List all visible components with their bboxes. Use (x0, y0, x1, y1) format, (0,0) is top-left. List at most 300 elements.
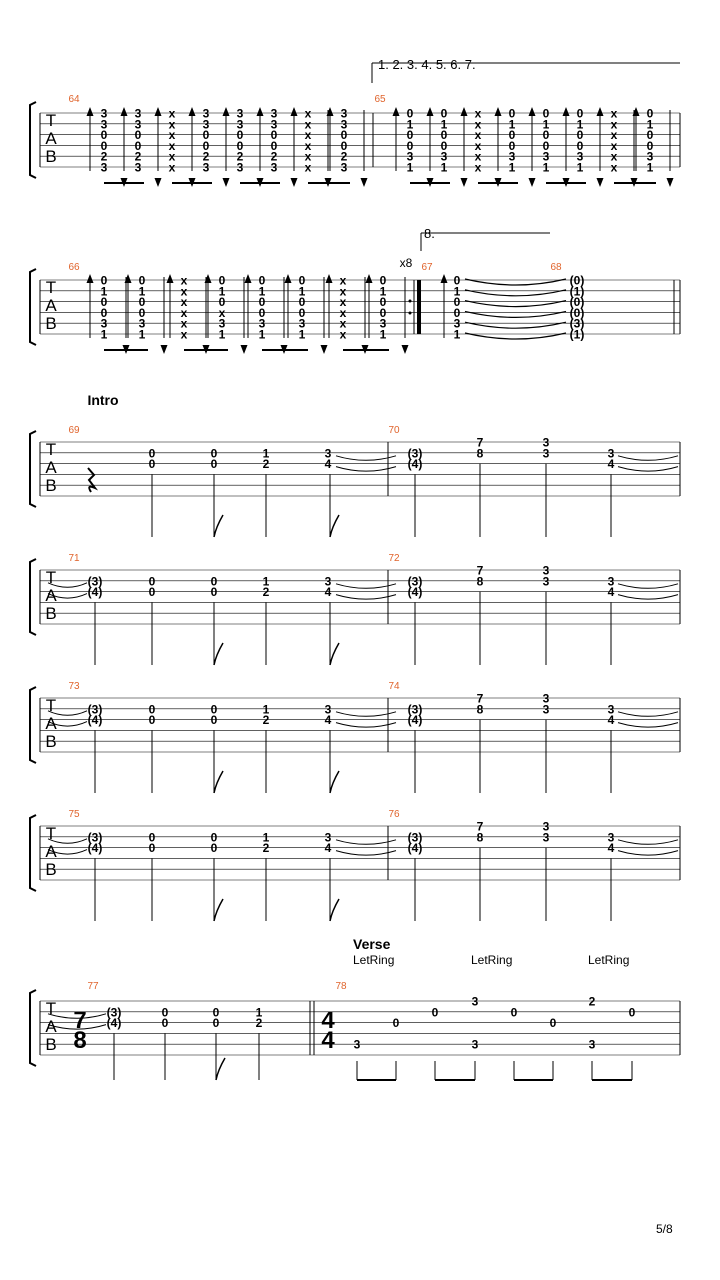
strum-chord-fret: 1 (379, 284, 387, 299)
fret-number: 0 (148, 574, 156, 589)
measure-number-m72: 72 (388, 553, 400, 564)
strum-up-arrow (87, 107, 94, 116)
measure-number-m76: 76 (388, 809, 400, 820)
tied-fret: (4) (407, 585, 423, 600)
strum-chord-fret: 3 (236, 106, 244, 121)
tab-letter-t: T (45, 824, 57, 843)
fret-number: 3 (607, 574, 615, 589)
tied-fret: (3) (87, 830, 103, 845)
strum-chord-fret: 2 (340, 149, 348, 164)
strum-chord-fret: x (304, 106, 312, 121)
whole-chord-fret: 1 (453, 284, 461, 299)
verse-fret: 0 (549, 1016, 557, 1031)
fret-number: 1 (255, 1005, 263, 1020)
strum-chord-fret: x (168, 106, 176, 121)
strum-chord-fret: x (339, 305, 347, 320)
fret-number: 0 (148, 585, 156, 600)
strum-chord-fret: 0 (258, 273, 266, 288)
strum-chord-fret: 0 (379, 295, 387, 310)
strum-down-arrow (161, 345, 168, 354)
strum-chord-fret: 0 (134, 128, 142, 143)
strum-chord-fret: x (218, 305, 226, 320)
note-flag (214, 771, 223, 793)
strum-chord-fret: 3 (576, 149, 584, 164)
tab-letter-t: T (45, 440, 57, 459)
strum-chord-fret: 0 (406, 128, 414, 143)
strum-chord-fret: 0 (138, 273, 146, 288)
strum-chord-fret: 3 (258, 316, 266, 331)
fret-number: 4 (607, 585, 615, 600)
measure-number-78: 78 (335, 981, 347, 992)
strum-chord-fret: 1 (258, 327, 266, 342)
strum-chord-fret: 0 (379, 273, 387, 288)
tie-out (618, 851, 678, 856)
fret-number: 0 (210, 702, 218, 717)
verse-fret: 0 (628, 1005, 636, 1020)
strum-down-arrow (402, 345, 409, 354)
fret-number: 0 (210, 841, 218, 856)
strum-chord-fret: x (180, 295, 188, 310)
section-verse-label: Verse (353, 936, 391, 952)
strum-chord-fret: x (610, 106, 618, 121)
strum-chord-fret: 2 (236, 149, 244, 164)
tied-fret: (3) (407, 574, 423, 589)
tie-out (618, 840, 678, 845)
fret-number: 8 (476, 830, 484, 845)
strum-chord-fret: x (339, 327, 347, 342)
tied-fret: (3) (106, 1005, 122, 1020)
strum-chord-fret: 0 (202, 138, 210, 153)
strum-up-arrow (441, 274, 448, 283)
quarter-rest (88, 468, 95, 492)
fret-number: 3 (542, 435, 550, 450)
tab-letter-t: T (45, 696, 57, 715)
time-signature-bottom: 4 (321, 1027, 335, 1054)
strum-chord-fret: 1 (440, 117, 448, 132)
tied-fret: (4) (407, 713, 423, 728)
fret-number: 2 (262, 713, 270, 728)
tie-across-bar (336, 584, 396, 589)
strum-chord-fret: 2 (134, 149, 142, 164)
strum-chord-fret: 3 (202, 106, 210, 121)
fret-number: 3 (607, 446, 615, 461)
strum-chord-fret: 0 (270, 138, 278, 153)
fret-number: 0 (161, 1005, 169, 1020)
strum-chord-fret: 0 (508, 128, 516, 143)
fret-number: 4 (607, 713, 615, 728)
strum-chord-fret: 3 (340, 117, 348, 132)
tied-fret: (3) (87, 702, 103, 717)
measure-number-77: 77 (87, 981, 99, 992)
strum-up-arrow (285, 274, 292, 283)
whole-chord-fret: 0 (453, 273, 461, 288)
fret-number: 3 (324, 830, 332, 845)
fret-number: 0 (161, 1016, 169, 1031)
tied-chord-fret: (1) (569, 327, 585, 342)
strum-chord-fret: x (304, 149, 312, 164)
strum-chord-fret: x (339, 273, 347, 288)
strum-chord-fret: x (168, 149, 176, 164)
whole-chord-fret: 0 (453, 295, 461, 310)
strum-up-arrow (597, 107, 604, 116)
tab-letter-b: B (45, 732, 57, 751)
let-ring-label: LetRing (588, 953, 630, 967)
strum-up-arrow (366, 274, 373, 283)
whole-chord-fret: 1 (453, 327, 461, 342)
tied-chord-fret: (3) (569, 316, 585, 331)
strum-chord-fret: 3 (270, 117, 278, 132)
strum-chord-fret: x (474, 138, 482, 153)
tab-letter-t: T (45, 568, 57, 587)
fret-number: 3 (324, 446, 332, 461)
strum-down-arrow (223, 178, 230, 187)
repeat-dot (409, 300, 412, 303)
strum-chord-fret: 2 (100, 149, 108, 164)
strum-down-arrow (361, 178, 368, 187)
measure-number-m74: 74 (388, 681, 400, 692)
fret-number: 1 (262, 574, 270, 589)
verse-fret: 0 (510, 1005, 518, 1020)
fret-number: 7 (476, 819, 484, 834)
note-flag (216, 1058, 225, 1080)
strum-chord-fret: 0 (576, 106, 584, 121)
strum-chord-fret: x (474, 106, 482, 121)
strum-chord-fret: 3 (508, 149, 516, 164)
tied-fret: (4) (407, 841, 423, 856)
strum-chord-fret: 2 (270, 149, 278, 164)
strum-chord-fret: 3 (270, 160, 278, 175)
fret-number: 2 (255, 1016, 263, 1031)
tie-out (618, 723, 678, 728)
strum-up-arrow (326, 274, 333, 283)
strum-up-arrow (189, 107, 196, 116)
fret-number: 3 (324, 702, 332, 717)
tie-out (618, 712, 678, 717)
tie-out (618, 584, 678, 589)
strum-chord-fret: 1 (440, 160, 448, 175)
strum-chord-fret: 1 (406, 160, 414, 175)
time-signature-top: 4 (321, 1007, 335, 1034)
tied-fret: (3) (407, 446, 423, 461)
tab-letter-b: B (45, 476, 57, 495)
tie-across-bar (336, 851, 396, 856)
measure-number-m71: 71 (68, 553, 80, 564)
fret-number: 4 (607, 841, 615, 856)
measure-number-m69: 69 (68, 425, 80, 436)
verse-fret: 2 (588, 994, 596, 1009)
strum-chord-fret: 0 (646, 138, 654, 153)
strum-chord-fret: 0 (258, 295, 266, 310)
tied-chord-fret: (1) (569, 284, 585, 299)
fret-number: 2 (262, 841, 270, 856)
strum-chord-fret: 3 (134, 160, 142, 175)
tie-across-bar (336, 840, 396, 845)
strum-chord-fret: 0 (134, 138, 142, 153)
strum-chord-fret: 1 (138, 284, 146, 299)
strum-up-arrow (461, 107, 468, 116)
strum-chord-fret: 0 (340, 138, 348, 153)
strum-chord-fret: x (474, 149, 482, 164)
strum-chord-fret: 0 (646, 106, 654, 121)
strum-chord-fret: x (610, 138, 618, 153)
note-flag (214, 515, 223, 537)
fret-number: 2 (262, 585, 270, 600)
strum-chord-fret: x (339, 295, 347, 310)
strum-chord-fret: x (474, 128, 482, 143)
strum-chord-fret: 0 (542, 128, 550, 143)
strum-chord-fret: x (474, 117, 482, 132)
system-b-bracket (30, 269, 36, 345)
strum-chord-fret: 0 (258, 305, 266, 320)
strum-chord-fret: 0 (100, 128, 108, 143)
fret-number: 1 (262, 830, 270, 845)
fret-number: 4 (324, 713, 332, 728)
whole-chord-fret: 0 (453, 305, 461, 320)
strum-chord-fret: 1 (406, 117, 414, 132)
strum-chord-fret: x (339, 284, 347, 299)
strum-chord-fret: x (304, 117, 312, 132)
strum-up-arrow (427, 107, 434, 116)
tab-letter-t: T (45, 999, 57, 1018)
note-flag (214, 643, 223, 665)
tie-across-bar (336, 723, 396, 728)
strum-chord-fret: x (304, 160, 312, 175)
fret-number: 0 (210, 574, 218, 589)
repeat-dot (409, 312, 412, 315)
tied-fret: (3) (407, 830, 423, 845)
measure-number-64: 64 (68, 94, 80, 105)
strum-chord-fret: x (168, 128, 176, 143)
tab-letter-a: A (45, 842, 57, 861)
strum-chord-fret: 3 (379, 316, 387, 331)
strum-chord-fret: 0 (100, 273, 108, 288)
fret-number: 2 (262, 457, 270, 472)
strum-chord-fret: 1 (379, 327, 387, 342)
strum-chord-fret: 0 (440, 138, 448, 153)
strum-chord-fret: 3 (298, 316, 306, 331)
strum-chord-fret: 0 (138, 305, 146, 320)
fret-number: 0 (148, 702, 156, 717)
strum-chord-fret: 0 (508, 106, 516, 121)
strum-down-arrow (667, 178, 674, 187)
time-signature-bottom: 8 (73, 1027, 87, 1054)
strum-chord-fret: x (180, 284, 188, 299)
tab-letter-a: A (45, 129, 57, 148)
strum-chord-fret: 3 (340, 106, 348, 121)
fret-number: 7 (476, 435, 484, 450)
tie-out (618, 456, 678, 461)
page-number: 5/8 (656, 1222, 673, 1236)
strum-chord-fret: x (339, 316, 347, 331)
let-ring-label: LetRing (353, 953, 395, 967)
fret-number: 0 (148, 841, 156, 856)
strum-chord-fret: 1 (508, 117, 516, 132)
fret-number: 3 (542, 830, 550, 845)
strum-chord-fret: x (610, 117, 618, 132)
strum-chord-fret: x (610, 160, 618, 175)
strum-chord-fret: 1 (576, 117, 584, 132)
strum-chord-fret: 1 (298, 327, 306, 342)
strum-chord-fret: 3 (440, 149, 448, 164)
fret-number: 8 (476, 446, 484, 461)
fret-number: 0 (210, 446, 218, 461)
strum-up-arrow (291, 107, 298, 116)
strum-down-arrow (529, 178, 536, 187)
system-a-bracket (30, 102, 36, 178)
strum-chord-fret: 0 (298, 273, 306, 288)
strum-down-arrow (321, 345, 328, 354)
strum-chord-fret: x (180, 327, 188, 342)
note-flag (330, 771, 339, 793)
note-flag (214, 899, 223, 921)
tie-out (618, 467, 678, 472)
verse-fret: 3 (471, 994, 479, 1009)
strum-chord-fret: x (168, 138, 176, 153)
strum-chord-fret: 3 (218, 316, 226, 331)
fret-number: 3 (542, 574, 550, 589)
fret-number: 0 (210, 585, 218, 600)
time-signature-top: 7 (73, 1007, 87, 1034)
strum-chord-fret: 0 (542, 138, 550, 153)
strum-chord-fret: 3 (134, 117, 142, 132)
measure-number-68: 68 (550, 262, 562, 273)
fret-number: 3 (607, 702, 615, 717)
fret-number: 3 (542, 702, 550, 717)
fret-number: 4 (324, 457, 332, 472)
tied-fret: (3) (407, 702, 423, 717)
strum-chord-fret: 0 (100, 138, 108, 153)
tie-out (618, 595, 678, 600)
strum-chord-fret: 3 (236, 160, 244, 175)
repeat-thick-barline (417, 280, 421, 334)
riff-system-bracket (30, 815, 36, 891)
strum-chord-fret: 3 (646, 149, 654, 164)
strum-down-arrow (597, 178, 604, 187)
strum-chord-fret: 3 (202, 160, 210, 175)
tied-chord-fret: (0) (569, 295, 585, 310)
measure-number-65: 65 (374, 94, 386, 105)
tie-across-bar (336, 595, 396, 600)
strum-chord-fret: 3 (100, 106, 108, 121)
verse-fret: 0 (392, 1016, 400, 1031)
fret-number: 7 (476, 691, 484, 706)
strum-chord-fret: x (610, 128, 618, 143)
strum-chord-fret: 0 (542, 106, 550, 121)
fret-number: 7 (476, 563, 484, 578)
strum-up-arrow (245, 274, 252, 283)
strum-chord-fret: 3 (134, 106, 142, 121)
strum-chord-fret: x (168, 160, 176, 175)
note-flag (330, 515, 339, 537)
strum-chord-fret: 0 (440, 106, 448, 121)
strum-chord-fret: 0 (218, 295, 226, 310)
strum-down-arrow (461, 178, 468, 187)
fret-number: 4 (607, 457, 615, 472)
strum-chord-fret: 0 (298, 295, 306, 310)
fret-number: 3 (542, 691, 550, 706)
strum-chord-fret: 0 (218, 273, 226, 288)
tied-fret: (4) (407, 457, 423, 472)
verse-fret: 3 (471, 1037, 479, 1052)
strum-chord-fret: 1 (298, 284, 306, 299)
fret-number: 0 (210, 713, 218, 728)
strum-chord-fret: 0 (236, 138, 244, 153)
second-ending-label: 8. (424, 226, 435, 241)
verse-fret: 3 (353, 1037, 361, 1052)
fret-number: 4 (324, 841, 332, 856)
tie-across-bar (336, 467, 396, 472)
strum-chord-fret: 0 (236, 128, 244, 143)
strum-chord-fret: x (180, 305, 188, 320)
fret-number: 3 (324, 574, 332, 589)
fret-number: 0 (210, 457, 218, 472)
strum-chord-fret: 0 (646, 128, 654, 143)
repeat-count: x8 (399, 256, 413, 270)
strum-chord-fret: x (168, 117, 176, 132)
strum-up-arrow (563, 107, 570, 116)
strum-chord-fret: 0 (298, 305, 306, 320)
strum-chord-fret: 3 (202, 117, 210, 132)
strum-chord-fret: x (180, 316, 188, 331)
strum-up-arrow (87, 274, 94, 283)
fret-number: 0 (148, 830, 156, 845)
tied-fret: (4) (87, 585, 103, 600)
tab-letter-b: B (45, 860, 57, 879)
strum-up-arrow (393, 107, 400, 116)
strum-chord-fret: 0 (406, 138, 414, 153)
strum-up-arrow (155, 107, 162, 116)
strum-up-arrow (495, 107, 502, 116)
strum-chord-fret: 2 (202, 149, 210, 164)
tied-fret: (4) (106, 1016, 122, 1031)
fret-number: 3 (542, 563, 550, 578)
strum-chord-fret: 1 (646, 117, 654, 132)
strum-chord-fret: 1 (542, 117, 550, 132)
fret-number: 0 (212, 1005, 220, 1020)
strum-chord-fret: 3 (100, 316, 108, 331)
verse-fret: 0 (431, 1005, 439, 1020)
strum-chord-fret: 1 (542, 160, 550, 175)
strum-chord-fret: 0 (379, 305, 387, 320)
fret-number: 8 (476, 702, 484, 717)
strum-chord-fret: x (304, 128, 312, 143)
strum-chord-fret: x (474, 160, 482, 175)
strum-chord-fret: 0 (576, 128, 584, 143)
strum-chord-fret: 0 (202, 128, 210, 143)
fret-number: 4 (324, 585, 332, 600)
strum-chord-fret: x (610, 149, 618, 164)
strum-chord-fret: 1 (576, 160, 584, 175)
fret-number: 8 (476, 574, 484, 589)
riff-system-bracket (30, 559, 36, 635)
measure-number-66: 66 (68, 262, 80, 273)
strum-up-arrow (223, 107, 230, 116)
strum-down-arrow (291, 178, 298, 187)
tied-fret: (3) (87, 574, 103, 589)
measure-number-67: 67 (421, 262, 433, 273)
strum-chord-fret: 0 (340, 128, 348, 143)
strum-chord-fret: 3 (138, 316, 146, 331)
strum-chord-fret: 0 (440, 128, 448, 143)
strum-chord-fret: 1 (100, 327, 108, 342)
tab-letter-a: A (45, 458, 57, 477)
strum-chord-fret: 0 (508, 138, 516, 153)
tie-across-bar (336, 712, 396, 717)
strum-chord-fret: 1 (138, 327, 146, 342)
tab-letter-a: A (45, 1017, 57, 1036)
tied-fret: (4) (87, 841, 103, 856)
strum-chord-fret: 0 (100, 305, 108, 320)
